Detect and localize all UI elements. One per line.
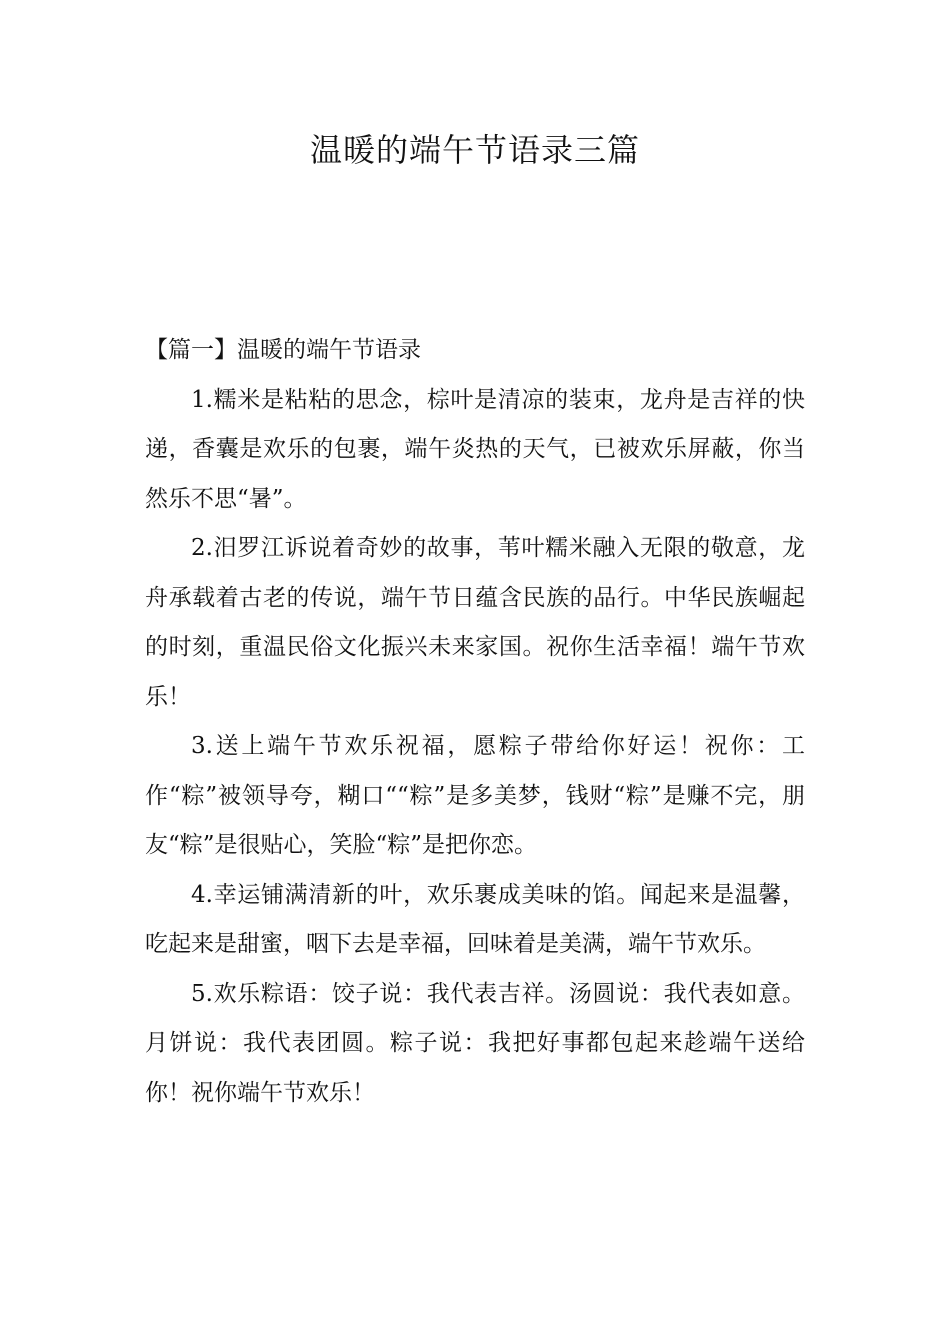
paragraph-5: 5.欢乐粽语：饺子说：我代表吉祥。汤圆说：我代表如意。月饼说：我代表团圆。粽子说：我把好事都包起来趁端午送给你！祝你端午节欢乐！ [145, 980, 805, 1106]
paragraph-3: 3.送上端午节欢乐祝福，愿粽子带给你好运！祝你：工作“粽”被领导夸，糊口““粽”是多美梦，钱财“粽”是赚不完，朋友“粽”是很贴心，笑脸“粽”是把你恋。 [145, 733, 805, 858]
paragraph-4: 4.幸运铺满清新的叶，欢乐裹成美味的馅。闻起来是温馨，吃起来是甜蜜，咽下去是幸福，回味着是美满，端午节欢乐。 [145, 881, 805, 957]
paragraph-2: 2.汨罗江诉说着奇妙的故事，苇叶糯米融入无限的敬意，龙舟承载着古老的传说，端午节日蕴含民族的品行。中华民族崛起的时刻，重温民俗文化振兴未来家国。祝你生活幸福！端午节欢乐！ [145, 535, 805, 710]
paragraph-1: 1.糯米是粘粘的思念，棕叶是清凉的装束，龙舟是吉祥的快递，香囊是欢乐的包裹，端午炎热的天气，已被欢乐屏蔽，你当然乐不思“暑”。 [145, 386, 805, 512]
section-heading: 【篇一】温暖的端午节语录 [145, 337, 421, 363]
document-body [145, 326, 805, 1118]
document-title: 温暖的端午节语录三篇 [309, 131, 640, 169]
